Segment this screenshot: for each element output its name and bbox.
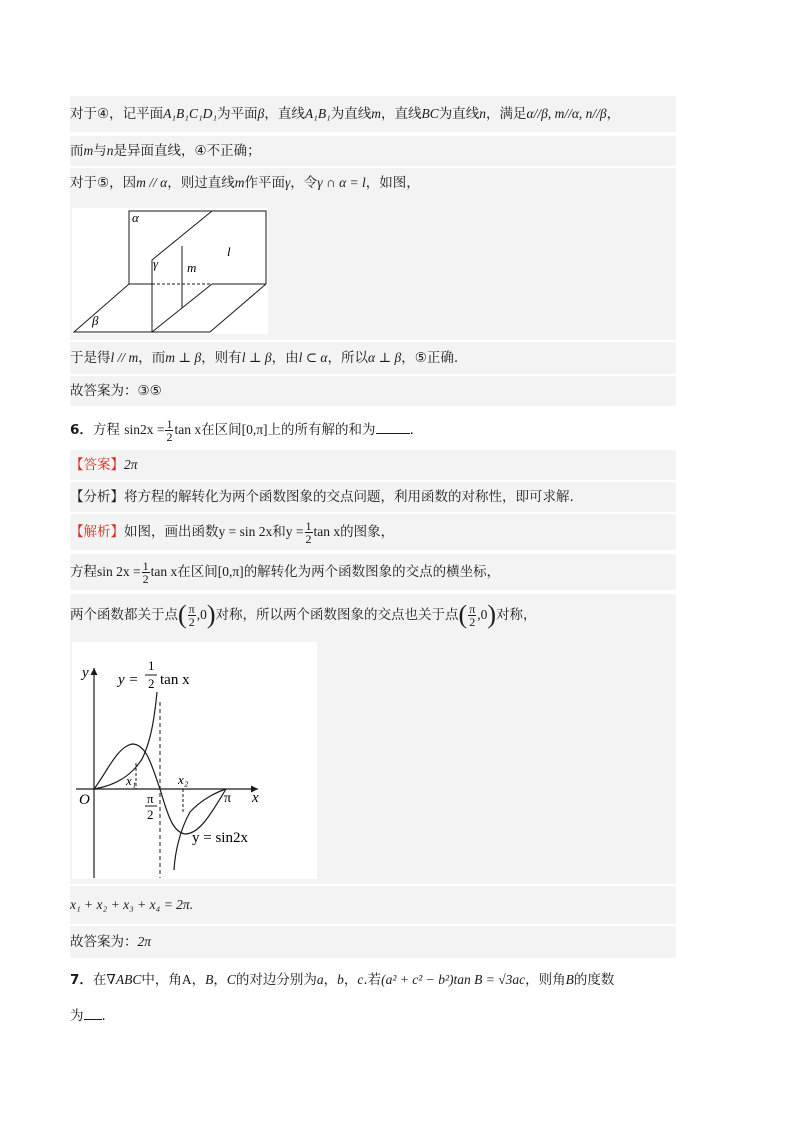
answer-blank	[376, 433, 410, 434]
fraction	[142, 560, 150, 585]
text: 为直线	[438, 106, 480, 122]
text: 作平面	[244, 175, 285, 191]
condition: α//β, m//α, n//β	[526, 106, 607, 121]
pi-label: π	[224, 791, 232, 806]
question-number: 7．	[70, 972, 93, 988]
figure-background	[72, 208, 268, 334]
angle-b: B	[205, 972, 214, 987]
fraction	[188, 603, 196, 628]
sin-label: y = sin2x	[192, 830, 248, 846]
answer-value: 2π	[124, 457, 138, 472]
cond: l ⊂ α	[298, 350, 328, 365]
equation: (a² + c² − b²)tan B = √3ac	[381, 972, 526, 987]
function-1: y = sin 2x	[218, 524, 273, 539]
numerator: 1	[305, 518, 312, 533]
text: ，而	[138, 350, 166, 366]
label-m: m	[187, 260, 197, 275]
condition: m // α	[136, 175, 168, 190]
denominator: 2	[142, 571, 149, 586]
text: 故答案为：③⑤	[70, 383, 162, 399]
triangle: ∇ABC	[106, 972, 142, 987]
interval: [0,π]	[241, 422, 268, 437]
plane-name: A₁B₁C₁D₁	[163, 106, 218, 121]
analysis-text: 将方程的解转化为两个函数图象的交点问题，利用函数的对称性，即可求解.	[124, 489, 574, 505]
text: ，则有	[201, 350, 242, 366]
point-y: ,0	[477, 607, 488, 622]
text: ，直线	[264, 106, 305, 122]
sum-line	[70, 886, 676, 924]
text: 是异面直线，④不正确；	[113, 143, 261, 159]
text: 的对边分别为	[235, 972, 317, 988]
text: ，则角	[525, 972, 566, 988]
text: 为直线	[330, 106, 372, 122]
line-conclusion-5	[70, 342, 676, 374]
bc: BC	[421, 106, 439, 121]
line-name: A₁B₁	[304, 106, 331, 121]
text: ，直线	[381, 106, 422, 122]
point-y: ,0	[196, 607, 207, 622]
answer-tag: 【答案】	[70, 457, 124, 473]
cond: α ⊥ β	[368, 350, 402, 365]
text: 和	[272, 524, 286, 540]
text: ，	[213, 972, 227, 988]
right-paren: )	[487, 600, 497, 629]
question-number: 6．	[70, 422, 93, 438]
cond: l // m	[110, 350, 139, 365]
text: ，⑤正确.	[401, 350, 459, 366]
question-7-line-2	[70, 1000, 676, 1032]
numerator: 1	[142, 558, 149, 573]
text: 两个函数都关于点	[70, 607, 178, 623]
half-pi-num: π	[147, 791, 154, 806]
angle-a: A	[181, 972, 192, 987]
question-6	[70, 412, 676, 448]
text: .	[101, 1008, 106, 1024]
text: ，所以	[327, 350, 369, 366]
solution-tag: 【解析】	[70, 524, 124, 540]
label-gamma: γ	[153, 256, 159, 271]
text: 的图象，	[340, 524, 395, 540]
right-paren: )	[206, 600, 216, 629]
line-case-5	[70, 168, 676, 198]
side-a: a	[316, 972, 324, 987]
half-pi-den: 2	[147, 807, 154, 822]
function-graph	[72, 642, 317, 879]
x2-label: x₂	[178, 772, 189, 787]
sum-expression: x₁ + x₂ + x₃ + x₄ = 2π.	[70, 897, 194, 912]
numerator: π	[469, 601, 476, 616]
denominator: 2	[188, 614, 195, 629]
analysis-line	[70, 482, 676, 512]
cond: m ⊥ β	[165, 350, 202, 365]
angle-c: C	[226, 972, 236, 987]
intersection: γ ∩ α = l	[317, 175, 366, 190]
cond: l ⊥ β	[241, 350, 272, 365]
function-2: y =	[285, 524, 304, 539]
text: 为	[70, 1008, 84, 1024]
text: 故答案为：	[70, 934, 138, 950]
final-value: 2π	[137, 934, 152, 949]
text: 于是得	[70, 350, 111, 366]
text: 的度数	[573, 972, 615, 988]
text: 方程	[92, 422, 120, 438]
answer-line	[70, 450, 676, 480]
line-skew-lines	[70, 136, 676, 166]
tan-label-num: 1	[148, 658, 155, 673]
fraction	[305, 520, 313, 545]
text: 如图，画出函数	[124, 524, 219, 540]
label-alpha: α	[132, 210, 139, 225]
tan-label-fn: tan x	[160, 672, 190, 688]
label-l: l	[227, 244, 231, 259]
answer-blank	[84, 1019, 102, 1020]
fraction	[468, 603, 476, 628]
y-axis-label: y	[82, 665, 89, 681]
text: ，令	[290, 175, 318, 191]
left-paren: (	[178, 600, 187, 629]
left-paren: (	[458, 600, 468, 629]
fraction	[165, 418, 173, 443]
text: ，如图，	[365, 175, 420, 191]
n: n	[479, 106, 487, 121]
tan: tan x	[174, 422, 202, 437]
text: 上的所有解的和为	[267, 422, 376, 438]
solution-line-3	[70, 594, 676, 636]
text: 在	[92, 972, 107, 988]
text: ，	[606, 106, 621, 122]
text: ，	[343, 972, 358, 988]
text: 而	[70, 143, 84, 159]
text: 对称，	[496, 607, 537, 623]
n: n	[106, 143, 114, 158]
equation: sin2x =	[124, 422, 165, 437]
solution-line-2	[70, 554, 676, 590]
m: m	[371, 106, 382, 121]
numerator: 1	[166, 416, 173, 431]
denominator: 2	[305, 531, 312, 546]
analysis-tag: 【分析】	[70, 489, 124, 505]
solution-line-1	[70, 514, 676, 550]
text: 在区间	[201, 422, 242, 438]
text: 方程	[70, 564, 97, 580]
side-c: c	[357, 972, 364, 987]
text: 中，角	[141, 972, 182, 988]
tan-label-den: 2	[148, 676, 155, 691]
denominator: 2	[469, 614, 476, 629]
line-plane-statement	[70, 96, 676, 132]
text: 的解转化为两个函数图象的交点的横坐标，	[243, 564, 501, 580]
beta: β	[257, 106, 265, 121]
origin-label: O	[79, 792, 90, 808]
text: .	[409, 422, 414, 438]
text: ，则过直线	[167, 175, 235, 191]
angle-b: B	[565, 972, 574, 987]
interval: [0,π]	[217, 564, 244, 579]
gamma: γ	[284, 175, 291, 190]
text: 对于⑤，因	[70, 175, 137, 191]
text: 在区间	[177, 564, 218, 580]
side-b: b	[337, 972, 344, 987]
text: 与	[93, 143, 107, 159]
tan: tan x	[313, 524, 341, 539]
m: m	[83, 143, 94, 158]
label-beta: β	[92, 313, 99, 328]
text: 对于④，记平面	[70, 106, 164, 122]
text: ，	[323, 972, 338, 988]
numerator: π	[188, 601, 195, 616]
text: 为平面	[217, 106, 258, 122]
x1-label: x₁	[126, 773, 137, 788]
plane-figure	[72, 208, 268, 334]
text: 对称，所以两个函数图象的交点也关于点	[215, 607, 459, 623]
text: ，	[191, 972, 206, 988]
text: ，满足	[486, 106, 527, 122]
text: ，由	[271, 350, 299, 366]
denominator: 2	[166, 429, 173, 444]
m: m	[234, 175, 245, 190]
x-axis-label: x	[252, 790, 259, 806]
text: .若	[363, 972, 382, 988]
tan: tan x	[150, 564, 178, 579]
equation: sin 2x =	[97, 564, 141, 579]
line-answer-5	[70, 376, 676, 406]
tan-label-y: y =	[118, 672, 139, 688]
final-answer-line	[70, 926, 676, 958]
question-7-line-1	[70, 962, 676, 998]
